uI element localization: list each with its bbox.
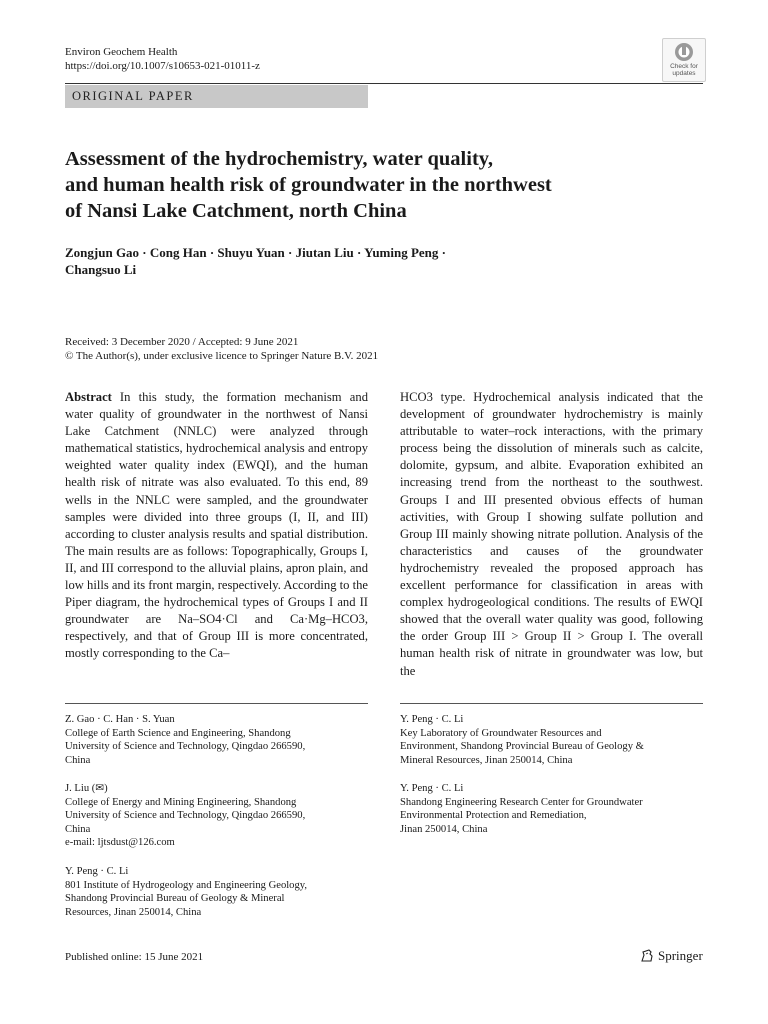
affiliation-line: Resources, Jinan 250014, China	[65, 906, 202, 918]
author-line: Zongjun Gao · Cong Han · Shuyu Yuan · Jiutan Liu · Yuming Peng ·	[65, 245, 446, 260]
check-updates-icon	[674, 42, 694, 62]
affiliation-line: University of Science and Technology, Qingdao 266590,	[65, 810, 306, 822]
article-title	[65, 146, 665, 224]
check-updates-label: Check for updates	[670, 63, 698, 77]
affiliation-block	[400, 782, 703, 836]
affiliation-block	[65, 865, 368, 919]
affiliation-line: University of Science and Technology, Qingdao 266590,	[65, 741, 306, 753]
abstract-left-column	[65, 389, 368, 663]
doi-link[interactable]: https://doi.org/10.1007/s10653-021-01011-z	[65, 60, 260, 72]
affiliation-line: China	[65, 754, 91, 766]
affiliation-line: Key Laboratory of Groundwater Resources and	[400, 727, 602, 739]
affiliation-line: College of Earth Science and Engineering, Shandong	[65, 727, 291, 739]
header-rule	[65, 83, 703, 84]
article-dates	[65, 335, 378, 363]
publisher-logo	[640, 948, 703, 964]
affiliation-line: Shandong Provincial Bureau of Geology & Mineral	[65, 893, 285, 905]
affiliation-authors: Z. Gao · C. Han · S. Yuan	[65, 714, 175, 725]
section-label: ORIGINAL PAPER	[65, 85, 368, 108]
corresponding-email[interactable]: e-mail: ljtsdust@126.com	[65, 837, 175, 849]
affiliation-line: Environmental Protection and Remediation,	[400, 810, 587, 822]
journal-name: Environ Geochem Health	[65, 46, 178, 58]
abstract-text-right: HCO3 type. Hydrochemical analysis indicated that the development of groundwater hydrochemistry is mainly attributable to water–rock interactions, with the primary process being the dissolution of minerals such as calcite, dolomite, gypsum, and albite. Evaporation exhibited an increasing trend from the northeast to the southwest. Groups I and III presented obvious effects of human activities, with Group I showing sulfate pollution and Group III mainly showing nitrate pollution. Analysis of the characteristics and causes of the groundwater hydrochemistry revealed the proposed approach has excellent performance for classification in areas with complex hydrogeological conditions. The results of EWQI showed that the overall water quality was good, following the order Group III > Group II > Group I. The overall human health risk of nitrate in groundwater was low, but the	[400, 390, 703, 678]
affiliation-line: China	[65, 823, 91, 835]
affiliation-rule-right	[400, 703, 703, 704]
affiliation-authors: J. Liu (✉)	[65, 783, 108, 794]
affiliation-block	[65, 782, 368, 850]
affiliation-authors: Y. Peng · C. Li	[65, 866, 129, 877]
affiliation-line: Shandong Engineering Research Center for Groundwater	[400, 796, 643, 808]
affiliation-block	[400, 713, 703, 767]
title-line: Assessment of the hydrochemistry, water quality,	[65, 148, 494, 170]
title-line: and human health risk of groundwater in the northwest	[65, 174, 552, 196]
springer-horse-icon	[640, 949, 654, 963]
affiliation-line: 801 Institute of Hydrogeology and Engineering Geology,	[65, 879, 308, 891]
abstract-heading: Abstract	[65, 390, 112, 404]
affiliation-authors: Y. Peng · C. Li	[400, 714, 464, 725]
affiliation-line: Mineral Resources, Jinan 250014, China	[400, 754, 573, 766]
published-online-date: Published online: 15 June 2021	[65, 951, 204, 963]
affiliation-line: Environment, Shandong Provincial Bureau of Geology &	[400, 741, 644, 753]
affiliation-line: College of Energy and Mining Engineering, Shandong	[65, 796, 297, 808]
received-accepted: Received: 3 December 2020 / Accepted: 9 June 2021	[65, 336, 299, 348]
affiliation-block	[65, 713, 368, 767]
journal-header	[65, 45, 260, 73]
affiliation-rule-left	[65, 703, 368, 704]
check-for-updates-badge[interactable]	[662, 38, 706, 82]
author-line: Changsuo Li	[65, 262, 137, 277]
author-list	[65, 244, 625, 278]
copyright-notice: © The Author(s), under exclusive licence to Springer Nature B.V. 2021	[65, 350, 379, 362]
publisher-name: Springer	[658, 948, 703, 963]
affiliation-authors: Y. Peng · C. Li	[400, 783, 464, 794]
title-line: of Nansi Lake Catchment, north China	[65, 200, 407, 222]
abstract-text-left: In this study, the formation mechanism and water quality of groundwater in the northwest of Nansi Lake Catchment (NNLC) were analyzed through mathematical statistics, hydrochemical analysis and entropy weighted water quality index (EWQI), and the human health risk of nitrate was also evaluated. To this end, 89 wells in the NNLC were sampled, and the groundwater samples were divided into three groups (I, II, and III) according to cluster analysis results and spatial distribution. The main results are as follows: Topographically, Groups I, II, and III correspond to the alluvial plains, apron plain, and low hills and its front margin, respectively. According to the Piper diagram, the hydrochemical types of Groups I and II groundwater are Na–SO4·Cl and Ca·Mg–HCO3, respectively, and that of Group III is more concentrated, mostly corresponding to the Ca–	[65, 390, 368, 661]
affiliation-line: Jinan 250014, China	[400, 823, 488, 835]
abstract-right-column	[400, 389, 703, 680]
